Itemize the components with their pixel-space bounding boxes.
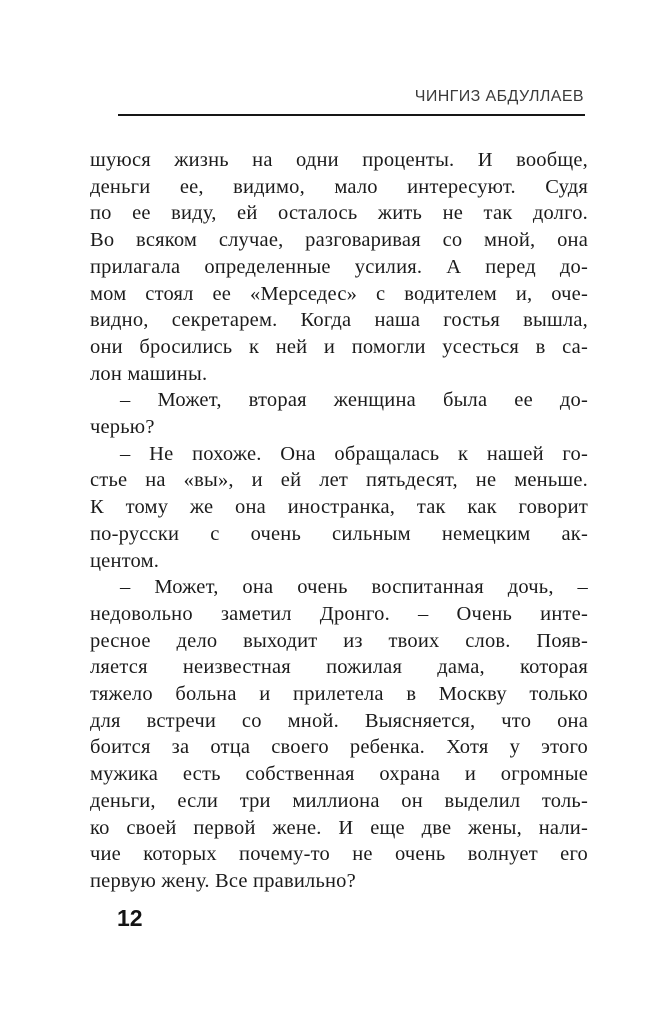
text-line: деньги, если три миллиона он выделил толь-: [90, 789, 588, 812]
text-line: для встречи со мной. Выясняется, что она: [90, 709, 588, 732]
header-rule: [118, 114, 585, 116]
text-line: первую жену. Все правильно?: [90, 869, 356, 892]
text-line: черью?: [90, 416, 155, 439]
page-number: 12: [117, 905, 143, 931]
text-line: тяжело больна и прилетела в Москву только: [90, 683, 588, 706]
text-line: лон машины.: [90, 362, 208, 385]
text-line: видно, секретарем. Когда наша гостья вышла,: [90, 309, 588, 332]
text-line: Во всяком случае, разговаривая со мной, она: [90, 229, 588, 252]
text-line: недовольно заметил Дронго. – Очень инте-: [90, 602, 588, 625]
running-header: [0, 88, 584, 106]
text-line: мом стоял ее «Мерседес» с водителем и, оче-: [90, 282, 588, 305]
text-line: – Может, вторая женщина была ее до-: [120, 389, 588, 412]
text-line: по-русски с очень сильным немецким ак-: [90, 522, 588, 545]
text-line: ляется неизвестная пожилая дама, которая: [90, 656, 588, 679]
text-line: чие которых почему-то не очень волнует его: [90, 843, 588, 866]
text-line: – Может, она очень воспитанная дочь, –: [120, 576, 588, 599]
text-line: они бросились к ней и помогли усесться в са-: [90, 335, 588, 358]
text-line: ко своей первой жене. И еще две жены, нали-: [90, 816, 588, 839]
author-name: ЧИНГИЗ АБДУЛЛАЕВ: [414, 88, 584, 105]
text-line: – Не похоже. Она обращалась к нашей го-: [120, 442, 588, 465]
text-line: по ее виду, ей осталось жить не так долго.: [90, 202, 588, 225]
text-line: прилагала определенные усилия. А перед до-: [90, 255, 588, 278]
text-line: мужика есть собственная охрана и огромные: [90, 763, 588, 786]
text-line: шуюся жизнь на одни проценты. И вообще,: [90, 149, 588, 171]
text-line: К тому же она иностранка, так как говорит: [90, 496, 588, 519]
text-line: стье на «вы», и ей лет пятьдесят, не меньше.: [90, 469, 588, 492]
text-line: деньги ее, видимо, мало интересуют. Судя: [90, 175, 588, 198]
page-text: [90, 147, 588, 895]
text-line: боится за отца своего ребенка. Хотя у этого: [90, 736, 588, 759]
text-line: ресное дело выходит из твоих слов. Появ-: [90, 629, 588, 652]
text-line: центом.: [90, 549, 160, 572]
